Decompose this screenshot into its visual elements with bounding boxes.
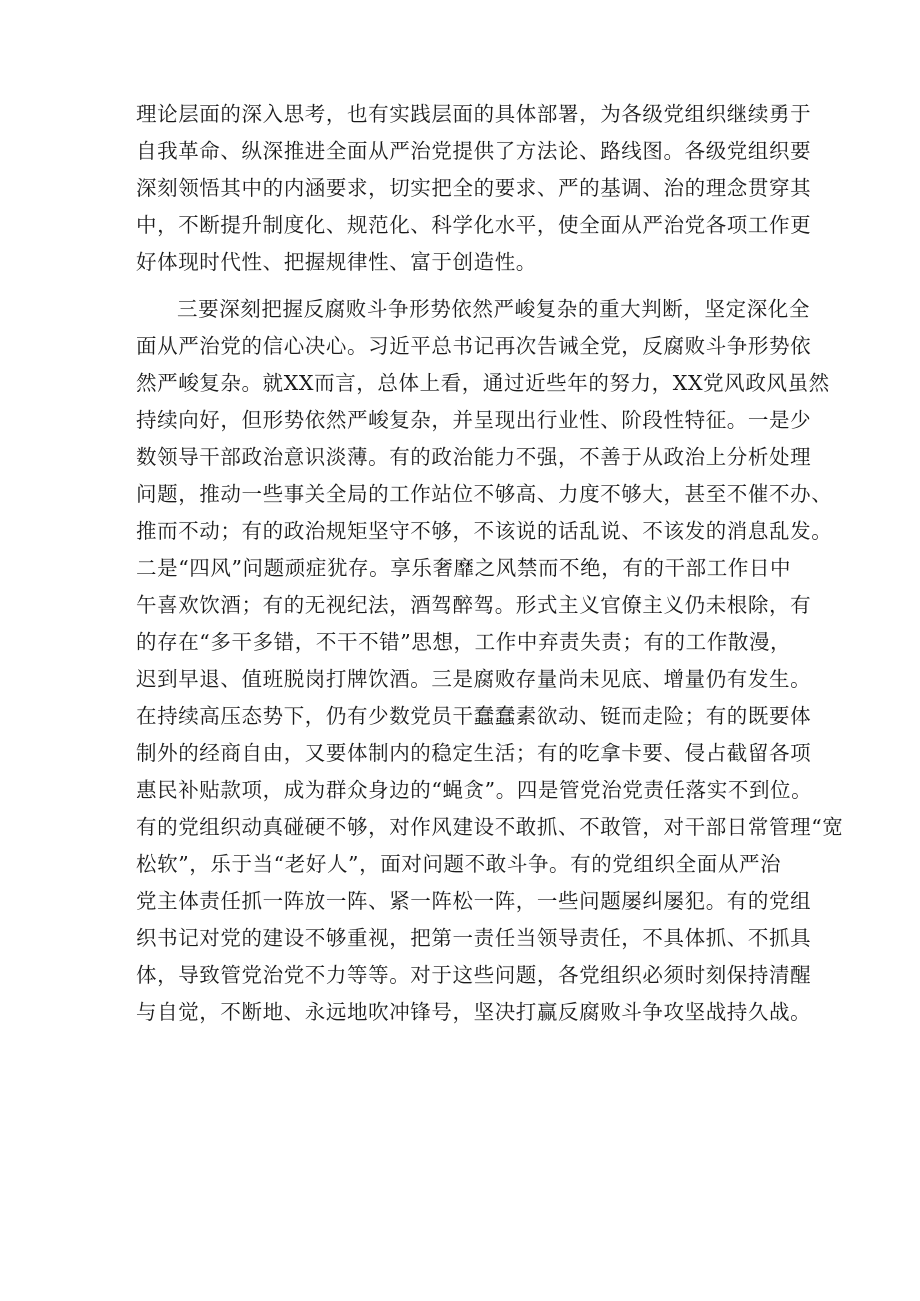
paragraph-2-line: 推而不动；有的政治规矩坚守不够，不该说的话乱说、不该发的消息乱发。: [136, 519, 833, 543]
paragraph-2-line: 与自觉，不断地、永远地吹冲锋号，坚决打赢反腐败斗争攻坚战持久战。: [136, 1000, 812, 1024]
paragraph-1-line: 中，不断提升制度化、规范化、科学化水平，使全面从严治党各项工作更: [136, 213, 812, 237]
paragraph-2-line: 然严峻复杂。就XX而言，总体上看，通过近些年的努力，XX党风政风虽然: [136, 371, 830, 395]
paragraph-2-line: 有的党组织动真碰硬不够，对作风建设不敢抓、不敢管，对干部日常管理“宽: [136, 815, 844, 839]
paragraph-2-line: 二是“四风”问题顽症犹存。享乐奢靡之风禁而不绝，有的干部工作日中: [136, 556, 792, 580]
paragraph-2-line: 数领导干部政治意识淡薄。有的政治能力不强，不善于从政治上分析处理: [136, 445, 812, 469]
paragraph-2-line: 面从严治党的信心决心。习近平总书记再次告诫全党，反腐败斗争形势依: [136, 334, 812, 358]
paragraph-2-line: 三要深刻把握反腐败斗争形势依然严峻复杂的重大判断，坚定深化全: [177, 297, 810, 321]
paragraph-2-line: 午喜欢饮酒；有的无视纪法，酒驾醉驾。形式主义官僚主义仍未根除，有: [136, 593, 812, 617]
paragraph-2-line: 持续向好，但形势依然严峻复杂，并呈现出行业性、阶段性特征。一是少: [136, 408, 812, 432]
paragraph-1-line: 深刻领悟其中的内涵要求，切实把全的要求、严的基调、治的理念贯穿其: [136, 176, 812, 200]
paragraph-2-line: 制外的经商自由，又要体制内的稳定生活；有的吃拿卡要、侵占截留各项: [136, 741, 812, 765]
paragraph-2-line: 在持续高压态势下，仍有少数党员干蠢蠢素欲动、铤而走险；有的既要体: [136, 704, 812, 728]
paragraph-spacer: [136, 281, 796, 291]
paragraph-2-line: 松软”，乐于当“老好人”，面对问题不敢斗争。有的党组织全面从严治: [136, 852, 782, 876]
paragraph-1-line: 理论层面的深入思考，也有实践层面的具体部署，为各级党组织继续勇于: [136, 102, 812, 126]
paragraph-2-line: 体，导致管党治党不力等等。对于这些问题，各党组织必须时刻保持清醒: [136, 963, 812, 987]
paragraph-2: [136, 291, 844, 1031]
paragraph-2-line: 迟到早退、值班脱岗打牌饮酒。三是腐败存量尚未见底、增量仍有发生。: [136, 667, 812, 691]
paragraph-1-line: 好体现时代性、把握规律性、富于创造性。: [136, 250, 537, 274]
paragraph-2-line: 惠民补贴款项，成为群众身边的“蝇贪”。四是管党治党责任落实不到位。: [136, 778, 813, 802]
paragraph-1: [136, 96, 812, 281]
paragraph-2-line: 的存在“多干多错，不干不错”思想，工作中弃责失责；有的工作散漫，: [136, 630, 792, 654]
document-body: [136, 96, 844, 1031]
paragraph-2-line: 党主体责任抓一阵放一阵、紧一阵松一阵，一些问题屡纠屡犯。有的党组: [136, 889, 812, 913]
paragraph-1-line: 自我革命、纵深推进全面从严治党提供了方法论、路线图。各级党组织要: [136, 139, 812, 163]
paragraph-2-line: 问题，推动一些事关全局的工作站位不够高、力度不够大，甚至不催不办、: [136, 482, 833, 506]
paragraph-2-line: 织书记对党的建设不够重视，把第一责任当领导责任，不具体抓、不抓具: [136, 926, 812, 950]
